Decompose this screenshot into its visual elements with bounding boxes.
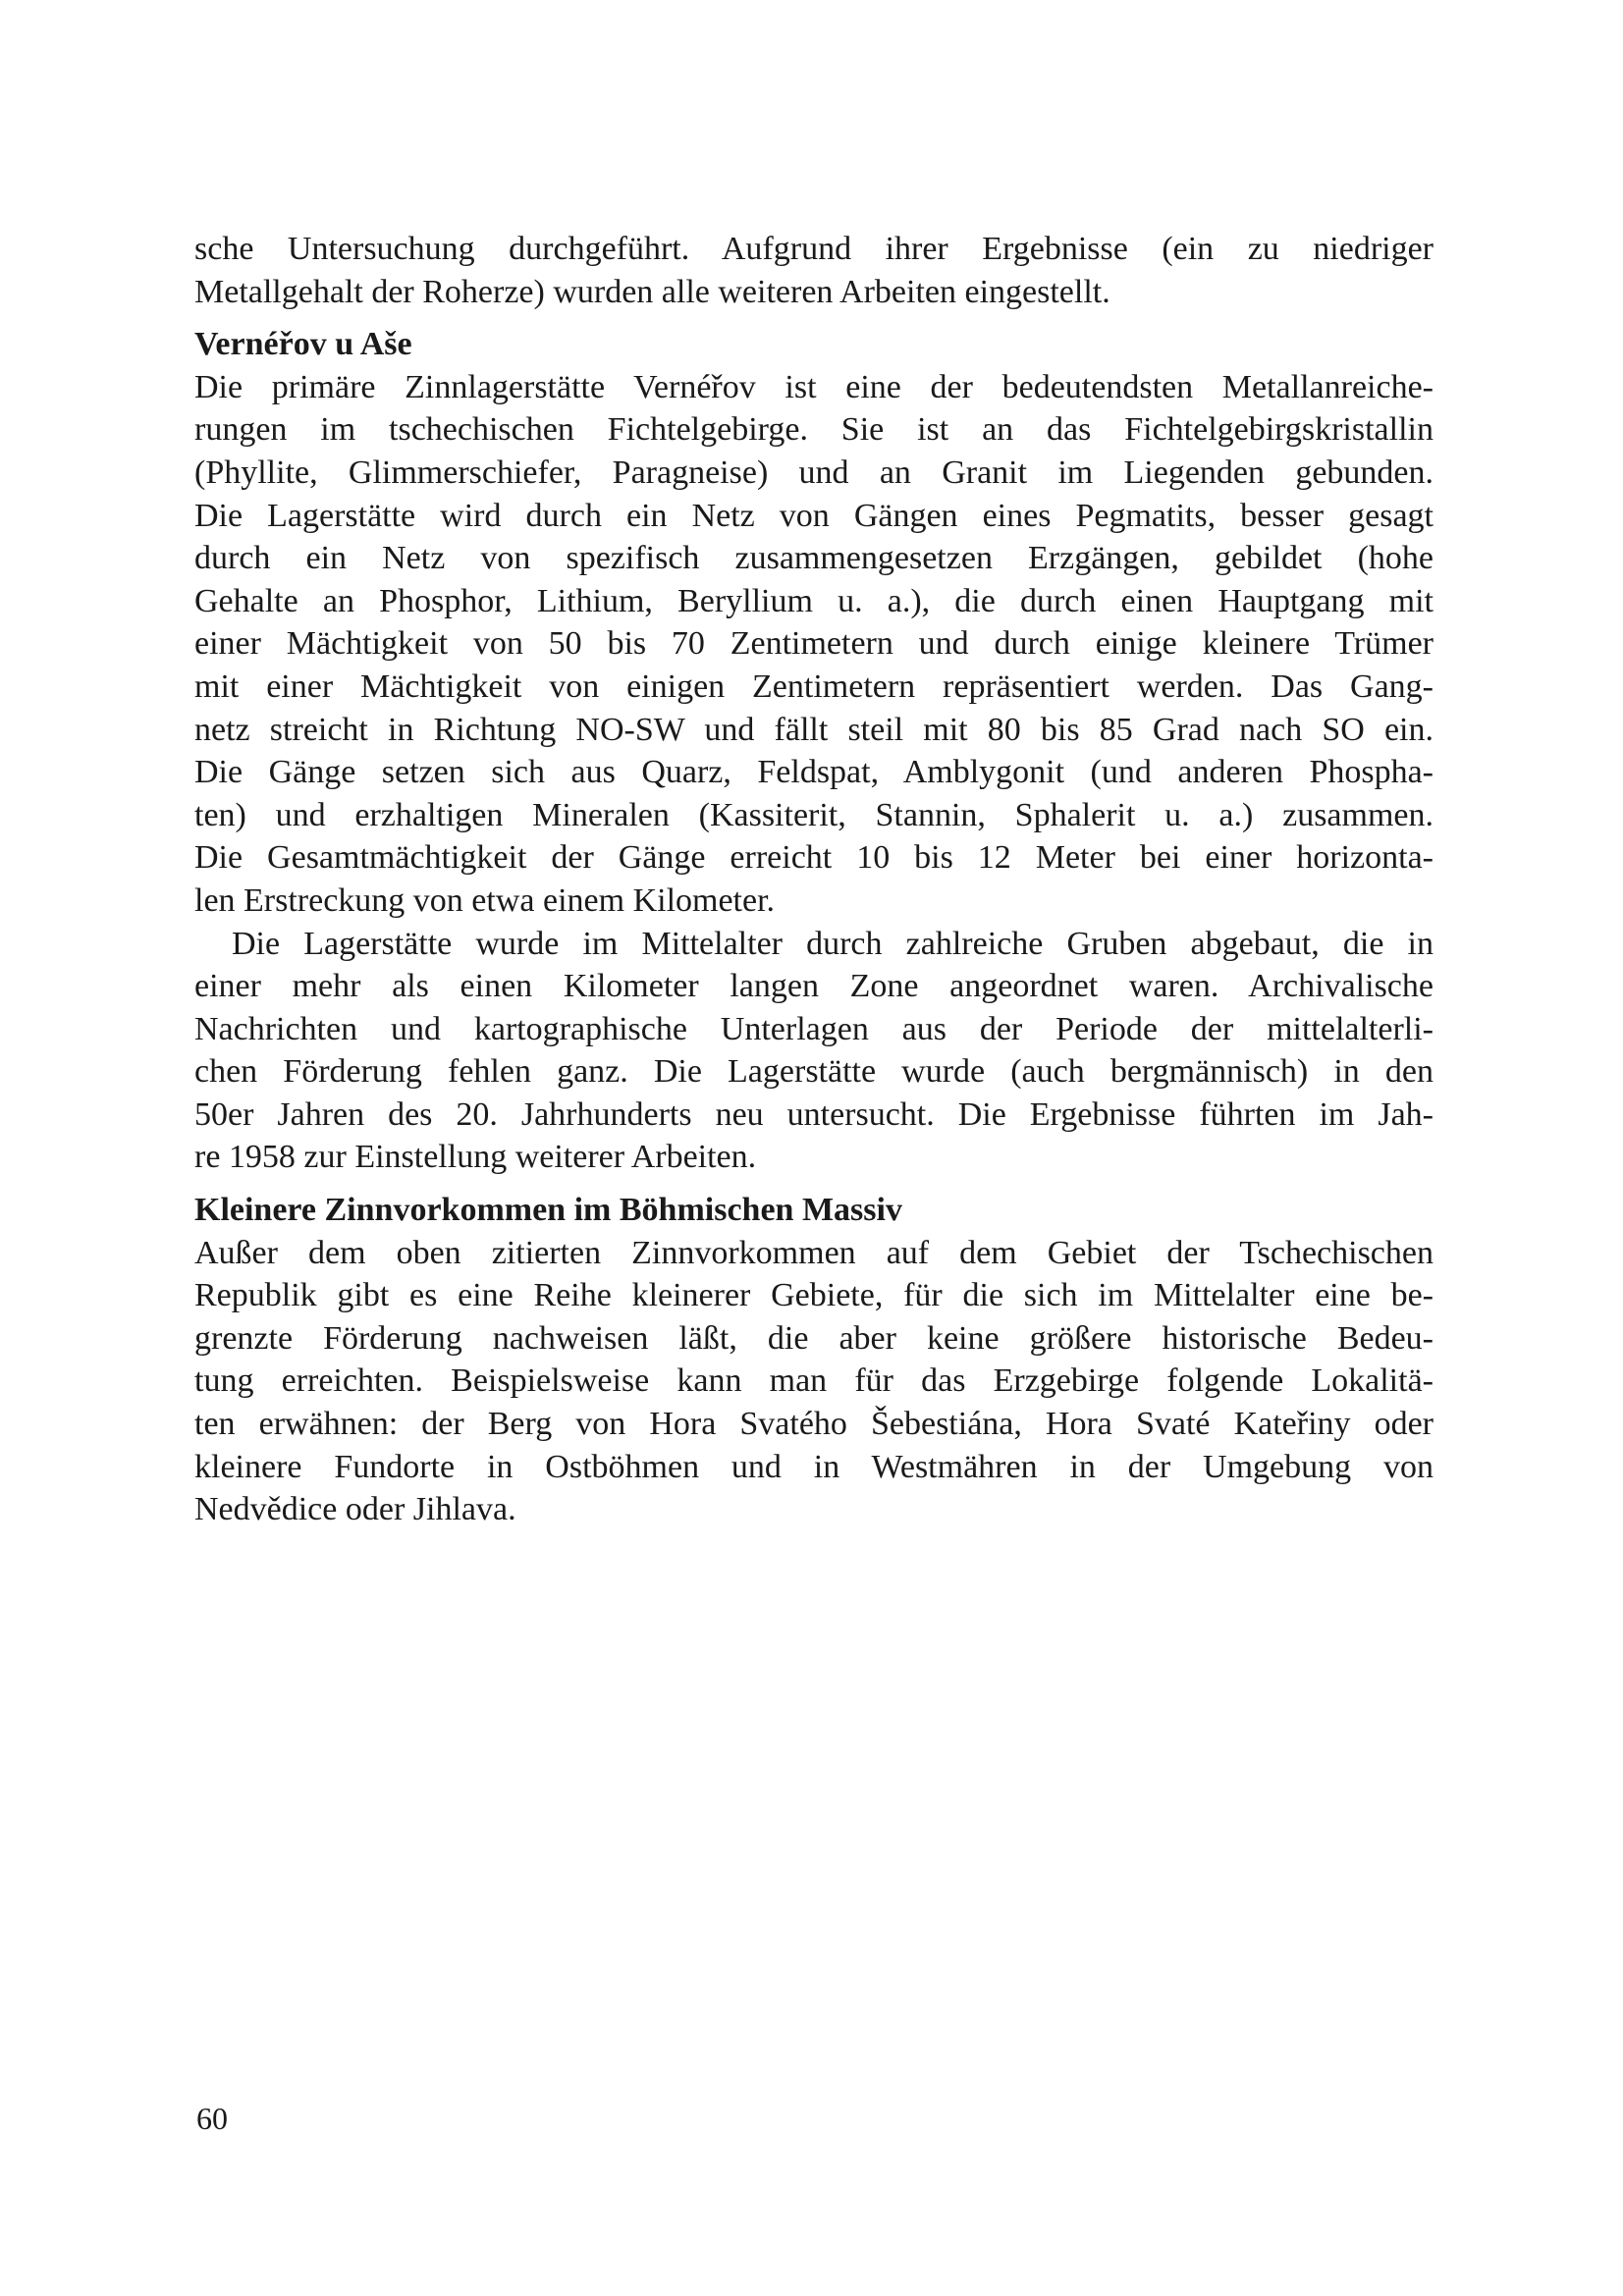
text-line: Nedvědice oder Jihlava. xyxy=(194,1491,516,1528)
text-line: rungen im tschechischen Fichtelgebirge. Sie ist an das Fichtelgebirgskristallin xyxy=(194,411,1434,449)
text-line: tung erreichten. Beispielsweise kann man für das Erzgebirge folgende Lokalitä- xyxy=(194,1362,1434,1400)
section-heading: Vernéřov u Aše xyxy=(194,326,412,363)
text-line: Die Lagerstätte wird durch ein Netz von Gängen eines Pegmatits, besser gesagt xyxy=(194,497,1434,534)
text-line: einer Mächtigkeit von 50 bis 70 Zentimetern und durch einige kleinere Trümer xyxy=(194,625,1434,663)
text-line: Metallgehalt der Roherze) wurden alle weiteren Arbeiten eingestellt. xyxy=(194,273,1110,310)
text-line: grenzte Förderung nachweisen läßt, die aber keine größere historische Bedeu- xyxy=(194,1319,1434,1357)
text-line: Die Gänge setzen sich aus Quarz, Feldspat, Amblygonit (und anderen Phospha- xyxy=(194,754,1434,791)
text-line: durch ein Netz von spezifisch zusammengesetzen Erzgängen, gebildet (hohe xyxy=(194,540,1434,577)
text-line: Die Lagerstätte wurde im Mittelalter durch zahlreiche Gruben abgebaut, die in xyxy=(232,925,1434,962)
section1-paragraph-2 xyxy=(194,923,1434,1180)
text-line: re 1958 zur Einstellung weiterer Arbeiten. xyxy=(194,1139,757,1176)
text-line: mit einer Mächtigkeit von einigen Zentimetern repräsentiert werden. Das Gang- xyxy=(194,667,1434,705)
text-line: ten) und erzhaltigen Mineralen (Kassiterit, Stannin, Sphalerit u. a.) zusammen. xyxy=(194,796,1434,833)
section-heading: Kleinere Zinnvorkommen im Böhmischen Massiv xyxy=(194,1192,902,1229)
text-line: Außer dem oben zitierten Zinnvorkommen auf dem Gebiet der Tschechischen xyxy=(194,1234,1434,1271)
section1-paragraph-1 xyxy=(194,366,1434,923)
intro-paragraph xyxy=(194,228,1434,313)
text-line: Die primäre Zinnlagerstätte Vernéřov ist eine der bedeutendsten Metallanreiche- xyxy=(194,368,1434,405)
section2-paragraph-1 xyxy=(194,1232,1434,1531)
text-line: kleinere Fundorte in Ostböhmen und in Westmähren in der Umgebung von xyxy=(194,1448,1434,1485)
text-line: len Erstreckung von etwa einem Kilometer. xyxy=(194,881,776,919)
text-line: 50er Jahren des 20. Jahrhunderts neu untersucht. Die Ergebnisse führten im Jah- xyxy=(194,1095,1434,1133)
page-number: 60 xyxy=(196,2101,228,2136)
text-line: Gehalte an Phosphor, Lithium, Beryllium u. a.), die durch einen Hauptgang mit xyxy=(194,582,1434,619)
text-line: Die Gesamtmächtigkeit der Gänge erreicht 10 bis 12 Meter bei einer horizonta- xyxy=(194,839,1434,877)
text-line: Nachrichten und kartographische Unterlagen aus der Periode der mittelalterli- xyxy=(194,1010,1434,1047)
document-page xyxy=(194,228,1434,1531)
text-line: (Phyllite, Glimmerschiefer, Paragneise) und an Granit im Liegenden gebunden. xyxy=(194,454,1434,491)
text-line: Republik gibt es eine Reihe kleinerer Gebiete, für die sich im Mittelalter eine be- xyxy=(194,1277,1434,1314)
text-line: netz streicht in Richtung NO-SW und fällt steil mit 80 bis 85 Grad nach SO ein. xyxy=(194,711,1434,748)
text-line: chen Förderung fehlen ganz. Die Lagerstätte wurde (auch bergmännisch) in den xyxy=(194,1053,1434,1091)
text-line: einer mehr als einen Kilometer langen Zone angeordnet waren. Archivalische xyxy=(194,968,1434,1005)
text-line: ten erwähnen: der Berg von Hora Svatého Šebestiána, Hora Svaté Kateřiny oder xyxy=(194,1406,1434,1443)
text-line: sche Untersuchung durchgeführt. Aufgrund ihrer Ergebnisse (ein zu niedriger xyxy=(194,231,1434,267)
